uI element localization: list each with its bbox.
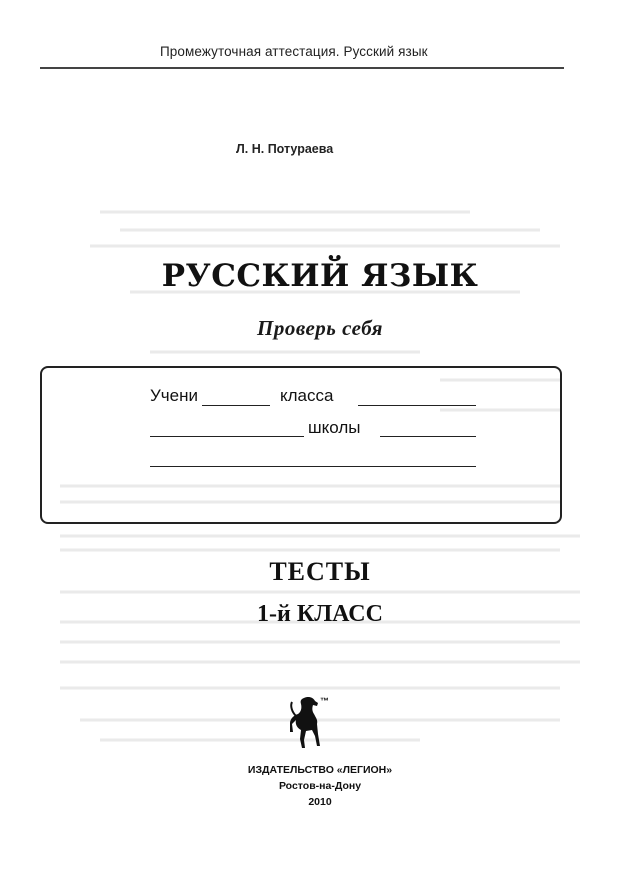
school-number-line: [150, 436, 304, 437]
horse-logo-icon: [282, 694, 334, 752]
tests-heading: ТЕСТЫ: [269, 557, 371, 586]
grade-label: 1-й КЛАСС: [257, 601, 383, 627]
author-name: Л. Н. Потураева: [236, 142, 334, 156]
trademark-symbol: ™: [320, 696, 329, 706]
student-name-box: [40, 366, 562, 524]
book-subtitle: Проверь себя: [257, 316, 383, 340]
publisher-city: Ростов-на-Дону: [278, 780, 362, 792]
student-suffix-line: [202, 405, 270, 406]
school-name-line: [380, 436, 476, 437]
book-title: РУССКИЙ ЯЗЫК: [161, 258, 479, 294]
name-line: [150, 466, 476, 467]
class-line: [358, 405, 476, 406]
class-label: класса: [280, 386, 334, 405]
publication-year: 2010: [308, 796, 332, 808]
student-label: Учени: [150, 386, 198, 405]
publisher-name: ИЗДАТЕЛЬСТВО «ЛЕГИОН»: [247, 764, 393, 776]
running-header: Промежуточная аттестация. Русский язык: [160, 44, 428, 59]
publisher-block: [0, 762, 640, 810]
school-label: школы: [308, 418, 361, 437]
header-rule: [40, 67, 564, 69]
